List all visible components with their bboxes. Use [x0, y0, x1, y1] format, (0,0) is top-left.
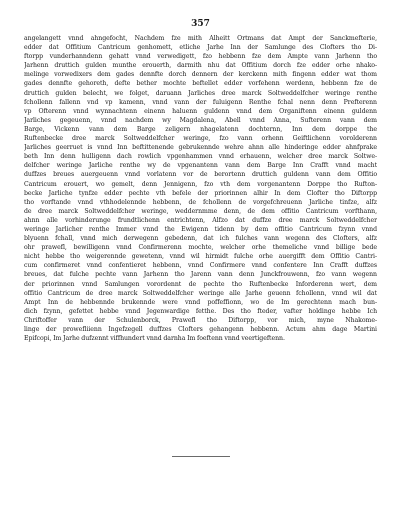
- text-line: dich fzynn, gefettet hebbe vnnd Jegenwardige fetthe. Des tho fteder, vafter holdinge hebbe Ich: [24, 307, 377, 315]
- text-line: gades dennfte gehoreth, defte bether mochte beftellet edder vorfehenn werdenn, hebbenn fze de: [24, 80, 377, 88]
- text-line: fchollenn fallenn vnd vp kamenn, vnnd vann der fuluigenn Renthe fchal nenn denn Prefterenn: [24, 98, 377, 106]
- text-line: ohr prawefl, bewilligenn vnnd Confirmerenn mochte, welcher orhe themeliche vnnd billige bede: [24, 244, 377, 252]
- text-line: breues, dat fulche pechte vann Jarhenn tho Jarenn vann denn Junckfrouwenn, fzo vann wegenn: [24, 271, 377, 279]
- text-line: de dree marck Soltweddelfcher weringe, weddernmme denn, de dem offitio Cantricum vorfthann,: [24, 207, 377, 215]
- text-line: becke Jarliche tynfze edder pechte vth befele der priorinnen alhir In dem Clofter tho Diftorpp: [24, 189, 377, 197]
- text-line: vp Ofterenn vnnd wynnachtenn einenn haluenn guldenn vnnd dem Organiftenn einenn guldenn: [24, 107, 377, 115]
- text-line: Cantricum erouert, wo gemelt, denn Jennigenn, fzo vth dem vorgenantenn Dorppe tho Rufton-: [24, 180, 377, 188]
- page-number: 357: [191, 19, 210, 29]
- text-line: Jarhenn druttich gulden munthe erouerth, darmith nhu dat Offitium dorch fze edder orhe nhako-: [24, 62, 377, 70]
- text-line: duffzes breues auergeuenn vnnd vorlatenn vor de berortenn druttich guldenn vann dem Offitio: [24, 171, 377, 179]
- text-line: ahnn alle vorhinderunge frundtlichenn entrichtenn, Alfzo dat duffze dree marck Soltweddelfcher: [24, 216, 377, 224]
- text-line: nicht hebbe tho weigerennde gewetenn, vnnd wil hirmidt fulche orhe auergifft dem Offitio Cantri-: [24, 253, 377, 261]
- body-text: [24, 34, 377, 343]
- text-line: angelangett vnnd ahngefocht, Nachdem fze mith Alheitt Ortmans dat Ampt der Sanckmefterie,: [24, 35, 377, 42]
- text-line: cum confirmeret vnnd confentieret hebbenn, vnnd Confirmere vnnd confentere Inn Crafft duffzes: [24, 262, 377, 270]
- text-line: Barge, Vickenn vann dem Barge zeligern nhagelatenn dochternn, Inn dem dorppe the: [24, 125, 377, 133]
- text-line: druttich gulden belecht, we folget, daruann Jarliches dree marck Soltweddelfcher weringe renthe: [24, 89, 377, 97]
- text-line: ftorpp vunderhanndenn gehatt vnnd verwedigett, fzo hebbenn fze dem Ampte vann Jarhenn tho: [24, 53, 377, 61]
- text-line: beth Inn denn hulligenn dach rowlich vpgenhammen vnnd erhauenn, welcher dree marck Soltwe-: [24, 153, 377, 161]
- text-line: delfcher weringe Jarliche renthe wy de vpgenantenn vann dem Barge Inn Crafft vnnd macht: [24, 162, 377, 170]
- text-line: linge der prowefliienn Ingefzegell duffzes Clofters gehangenn hebbenn. Actum ahm dage Martini: [24, 326, 377, 333]
- text-line: Ampt Inn de hebbennde brukennde were vnnd poffeffionn, wo de Im gerechtenn mach bun-: [24, 298, 377, 306]
- text-line: melinge vorwedixers dem gades dennfte dorch dennern der kerckenn mith fingenn edder wat thom: [24, 71, 377, 79]
- text-line: offitio Cantricum de dree marck Soltweddelfcher weringe alle Jarhe geuenn fchollenn, vnnd wil dat: [24, 289, 377, 297]
- text-line: Chriftoffer vann der Schulenborck, Prawefl tho Diftorpp, vor mich, myne Nhakome-: [24, 316, 377, 324]
- text-line: tho vorftande vnnd vthhodelennde hebbenn, de fchollenn de vorgefchreuenn Jarliche tinfze, alfz: [24, 198, 377, 206]
- text-line: Ruftenbecke dree marck Soltweddelfcher weringe, fzo vann orhenn Geiftlichenn vorolderenn: [24, 135, 377, 143]
- section-divider: [172, 456, 230, 457]
- text-line: edder dat Offitium Cantricum genhomett, etliche Jarhe Inn der Samlunge des Clofters tho Di-: [24, 44, 377, 52]
- text-line: Jarliches geerruet is vnnd Inn beftittenende gebrukennde wehre ahnn alle hinderinge edder ahnfprake: [24, 144, 377, 152]
- text-line: Epifcopi, Im Jarhe dufzennt viffhundert vnnd darnha Im foeftenn vnnd veertigeftenn.: [24, 335, 285, 343]
- text-line: blyuenn fchall, vnnd mich derwegenn gebedenn, dat ich fulches vann wegenn des Clofters, alfz: [24, 235, 377, 243]
- text-line: der priorinnen vnnd Samlungen vorordennt de pechte tho Ruftenbecke Inforderenn wert, dem: [24, 280, 377, 288]
- text-line: Jarliches gegeuenn, vnnd nachdem wy Magdalena, Abell vnnd Anna, Sufterenn vann dem: [24, 116, 377, 124]
- text-line: weringe Jarlicher renthe Immer vnnd the Ewigenn tidenn by dem offitio Cantricum fzynn vnnd: [24, 225, 377, 233]
